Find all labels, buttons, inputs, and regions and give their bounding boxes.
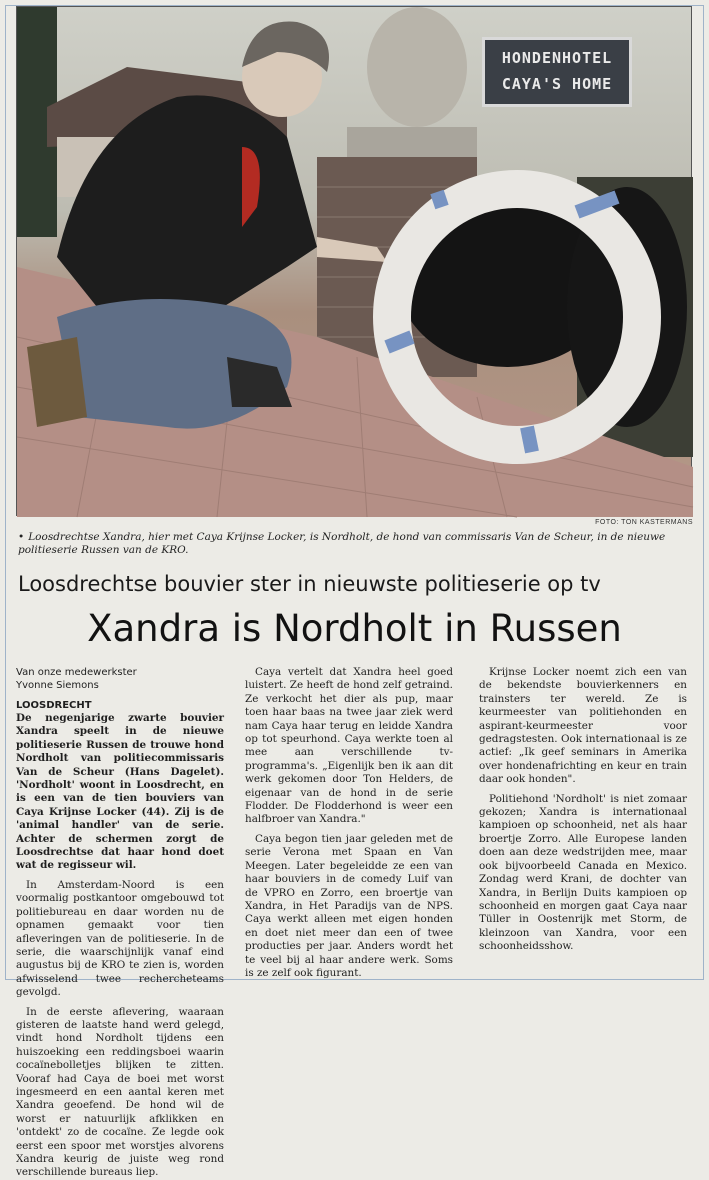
news-photo [16,6,692,516]
byline-author: Yvonne Siemons [16,680,99,691]
article-paragraph: Krijnse Locker noemt zich een van de bekendste bouvierkenners en trainsters ter wereld. Ze is keurmeester van politiehonden en aspirant-keurmeester voor gedragstesten. Ook internationaal is ze actief: „Ik geef seminars in Amerika over hondenafrichting en keur en train daar ook honden". [479,666,687,786]
article-column-1 [16,666,224,1179]
photo-caption [18,531,694,557]
sign-line-1: HONDENHOTEL [501,49,613,67]
article-paragraph: In de eerste aflevering, waaraan gisteren de laatste hand werd gelegd, vindt hond Nordholt tijdens een huiszoeking een reddingsboei waarin cocaïnebolletjes blijken te zitten. Vooraf had Caya de boei met worst ingesmeerd en een aantal keren met Xandra geoefend. De hond wil de worst er natuurlijk afklikken en 'ontdekt' zo de cocaïne. Ze legde ook eerst een spoor met worstjes alvorens Xandra keurig de juiste weg rond verschillende bureaus liep. [16,1005,224,1179]
byline [16,666,224,692]
article-column-3 [479,666,687,960]
article-column-2 [245,666,453,986]
caption-text: Loosdrechtse Xandra, hier met Caya Krijnse Locker, is Nordholt, de hond van commissaris Van de Scheur, in de nieuwe politieserie Russen van de KRO. [18,531,666,556]
lead-paragraph: De negenjarige zwarte bouvier Xandra speelt in de nieuwe politieserie Russen de trouwe hond Nordholt van politiecommissaris Van de Scheur (Hans Dagelet). 'Nordholt' woont in Loosdrecht, en is een van de tien bouviers van Caya Krijnse Locker (44). Zij is de 'animal handler' van de serie. Achter de schermen zorgt de Loosdrechtse dat haar hond doet wat de regisseur wil. [16,712,224,872]
article-paragraph: In Amsterdam-Noord is een voormalig postkantoor omgebouwd tot politiebureau en daar worden nu de opnamen gemaakt voor tien afleveringen van de politieserie. In de serie, die waarschijnlijk vanaf eind augustus bij de KRO te zien is, worden afwisselend twee rechercheteams gevolgd. [16,878,224,999]
sign-line-2: CAYA'S HOME [501,75,613,93]
kicker-headline: Loosdrechtse bouvier ster in nieuwste politieserie op tv [18,572,601,596]
article-paragraph: Caya vertelt dat Xandra heel goed luistert. Ze heeft de hond zelf getraind. Ze verkocht het dier als pup, maar toen haar baas na twee jaar ziek werd nam Caya haar terug en leidde Xandra op tot speurhond. Caya werkte toen al mee aan verschillende tv-programma's. „Eigenlijk ben ik aan dit werk gekomen door Ton Helders, de eigenaar van de hond in de serie Flodder. De Flodderhond is weer een halfbroer van Xandra." [245,666,453,826]
article-paragraph: Caya begon tien jaar geleden met de serie Verona met Spaan en Van Meegen. Later begeleidde ze een van haar bouviers in de comedy Luif van de VPRO en Zorro, een broertje van Xandra, in Het Paradijs van de NPS. Caya werkt alleen met eigen honden en doet niet meer dan een of twee producties per jaar. Anders wordt het te veel bij al haar andere werk. Soms is ze zelf ook figurant. [245,832,453,979]
article-paragraph: Politiehond 'Nordholt' is niet zomaar gekozen; Xandra is internationaal kampioen op schoonheid, net als haar broertje Zorro. Alle Europese landen doen aan deze wedstrijden mee, maar ook bijvoorbeeld Canada en Mexico. Zondag werd Krani, de dochter van Xandra, in Berlijn Duits kampioen op schoonheid en morgen gaat Caya naar Tüller in Oostenrijk met Storm, de kleinzoon van Xandra, voor een schoonheidsshow. [479,792,687,953]
dateline: LOOSDRECHT [16,700,92,711]
main-headline: Xandra is Nordholt in Russen [87,607,622,650]
bullet-icon: • [18,531,25,543]
hotel-sign [482,37,632,107]
byline-line-1: Van onze medewerkster [16,667,137,678]
photo-credit: FOTO: TON KASTERMANS [595,519,693,526]
